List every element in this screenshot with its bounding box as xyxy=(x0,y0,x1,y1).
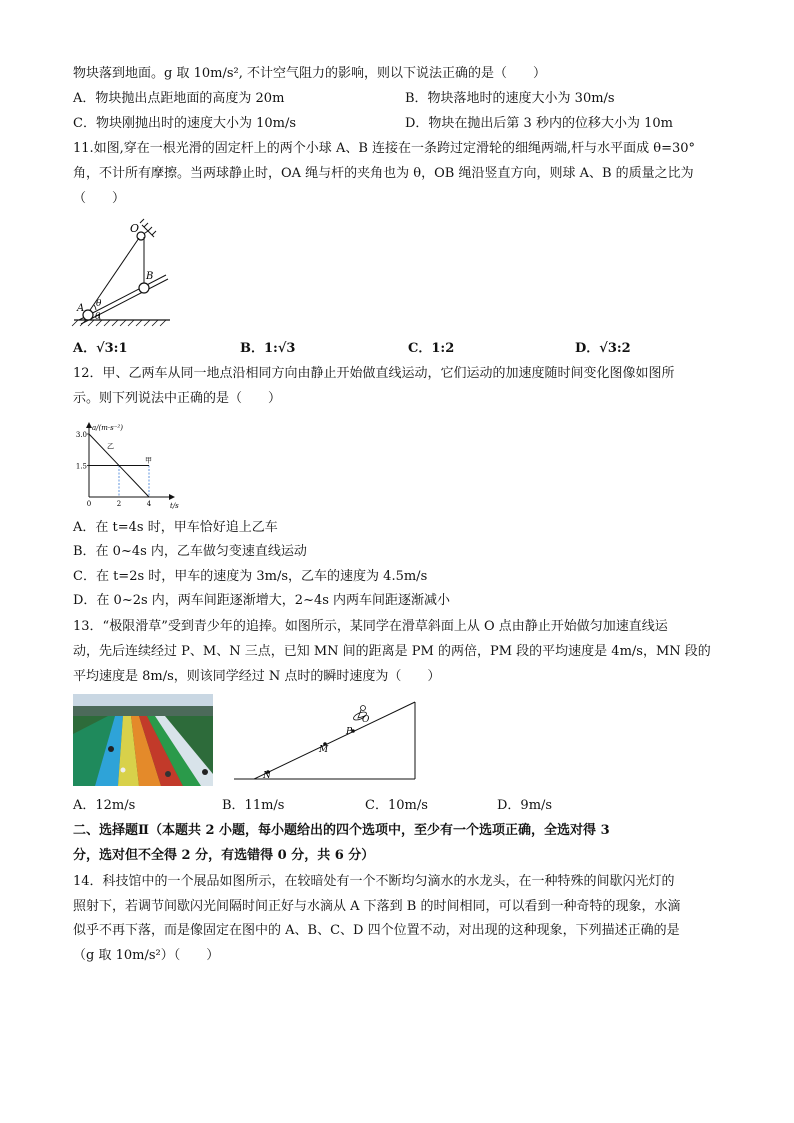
label-o: O xyxy=(130,222,140,235)
q11-option-d: D．√3:2 xyxy=(575,341,631,356)
q13-stem-line-2: 动，先后连续经过 P、M、N 三点，已知 MN 间的距离是 PM 的两倍，PM 段的平均速度是 4m/s，MN 段的 xyxy=(73,644,711,659)
ball-b xyxy=(139,283,149,293)
q12-option-d: D．在 0~2s 内，两车间距逐渐增大，2~4s 内两车间距逐渐减小 xyxy=(73,593,451,608)
q10-option-c: C．物块刚抛出时的速度大小为 10m/s xyxy=(73,116,296,131)
q14-stem-line-4: （g 取 10m/s²）（ ） xyxy=(73,948,220,963)
y-tick-label: 1.5 xyxy=(75,462,87,471)
y-axis-label: a/(m·s⁻²) xyxy=(92,424,123,432)
section2-heading-line-2: 分，选对但不全得 2 分，有选错得 0 分，共 6 分） xyxy=(73,848,375,863)
q13-slope-diagram xyxy=(232,694,422,786)
q13-option-a: A．12m/s xyxy=(73,798,136,813)
q12-option-c: C．在 t=2s 时，甲车的速度为 3m/s，乙车的速度为 4.5m/s xyxy=(73,569,428,584)
q11-stem-line-2: 角，不计所有摩擦。当两球静止时，OA 绳与杆的夹角也为 θ，OB 绳沿竖直方向，则球 A、B 的质量之比为 xyxy=(73,166,694,181)
label-a: A xyxy=(77,303,85,314)
x-tick-label: 0 xyxy=(86,500,92,508)
label-b: B xyxy=(146,271,154,282)
q13-stem-line-3: 平均速度是 8m/s，则该同学经过 N 点时的瞬时速度为（ ） xyxy=(73,669,441,684)
q13-grass-slope-photo xyxy=(73,694,213,786)
label-o: O xyxy=(362,715,370,725)
x-axis-label: t/s xyxy=(170,502,179,510)
ball-a xyxy=(83,310,93,320)
q12-stem-line-1: 12．甲、乙两车从同一地点沿相同方向由静止开始做直线运动，它们运动的加速度随时间变化图像如图所 xyxy=(73,366,675,381)
x-tick-label: 2 xyxy=(116,500,122,508)
section2-heading-line-1: 二、选择题Ⅱ（本题共 2 小题，每小题给出的四个选项中，至少有一个选项正确，全选对得 3 xyxy=(73,823,610,838)
y-tick-label: 3.0 xyxy=(75,431,87,439)
series-label-yi: 乙 xyxy=(107,442,114,451)
q10-option-b: B．物块落地时的速度大小为 30m/s xyxy=(405,91,615,106)
q10-option-a: A．物块抛出点距地面的高度为 20m xyxy=(73,91,285,106)
q11-option-a: A．√3:1 xyxy=(73,341,128,356)
q10-option-d: D．物块在抛出后第 3 秒内的位移大小为 10m xyxy=(405,116,673,131)
q13-option-c: C．10m/s xyxy=(365,798,428,813)
q13-stem-line-1: 13．“极限滑草”受到青少年的追捧。如图所示，某同学在滑草斜面上从 O 点由静止开始做匀加速直线运 xyxy=(73,619,668,634)
q11-pulley-figure xyxy=(70,215,180,330)
q12-option-b: B．在 0~4s 内，乙车做匀变速直线运动 xyxy=(73,544,307,559)
label-p: P xyxy=(346,727,353,737)
q14-stem-line-1: 14．科技馆中的一个展品如图所示，在较暗处有一个不断均匀滴水的水龙头，在一种特殊的间歇闪光灯的 xyxy=(73,874,675,889)
label-m: M xyxy=(319,745,329,755)
q13-option-b: B．11m/s xyxy=(222,798,285,813)
q11-option-c: C．1:2 xyxy=(408,341,455,356)
q12-acceleration-chart xyxy=(70,418,185,510)
q12-option-a: A．在 t=4s 时，甲车恰好追上乙车 xyxy=(73,520,278,535)
series-label-jia: 甲 xyxy=(145,456,152,465)
q11-stem-line-3: （ ） xyxy=(73,191,126,206)
label-theta-2: θ xyxy=(95,312,101,322)
q13-option-d: D．9m/s xyxy=(497,798,553,813)
q11-option-b: B．1:√3 xyxy=(240,341,296,356)
q11-stem-line-1: 11.如图,穿在一根光滑的固定杆上的两个小球 A、B 连接在一条跨过定滑轮的细绳两端,杆与水平面成 θ=30° xyxy=(73,141,696,156)
q12-stem-line-2: 示。则下列说法中正确的是（ ） xyxy=(73,391,282,406)
x-tick-label: 4 xyxy=(146,500,152,508)
label-theta-1: θ xyxy=(96,299,102,309)
slope-incline xyxy=(254,702,415,779)
q10-stem-tail: 物块落到地面。g 取 10m/s², 不计空气阻力的影响，则以下说法正确的是（ ） xyxy=(73,66,546,81)
q14-stem-line-3: 似乎不再下落，而是像固定在图中的 A、B、C、D 四个位置不动，对出现的这种现象，下列描述正确的是 xyxy=(73,923,680,938)
label-n: N xyxy=(263,771,271,781)
q14-stem-line-2: 照射下，若调节间歇闪光间隔时间正好与水滴从 A 下落到 B 的时间相同，可以看到一种奇特的现象，水滴 xyxy=(73,899,681,914)
